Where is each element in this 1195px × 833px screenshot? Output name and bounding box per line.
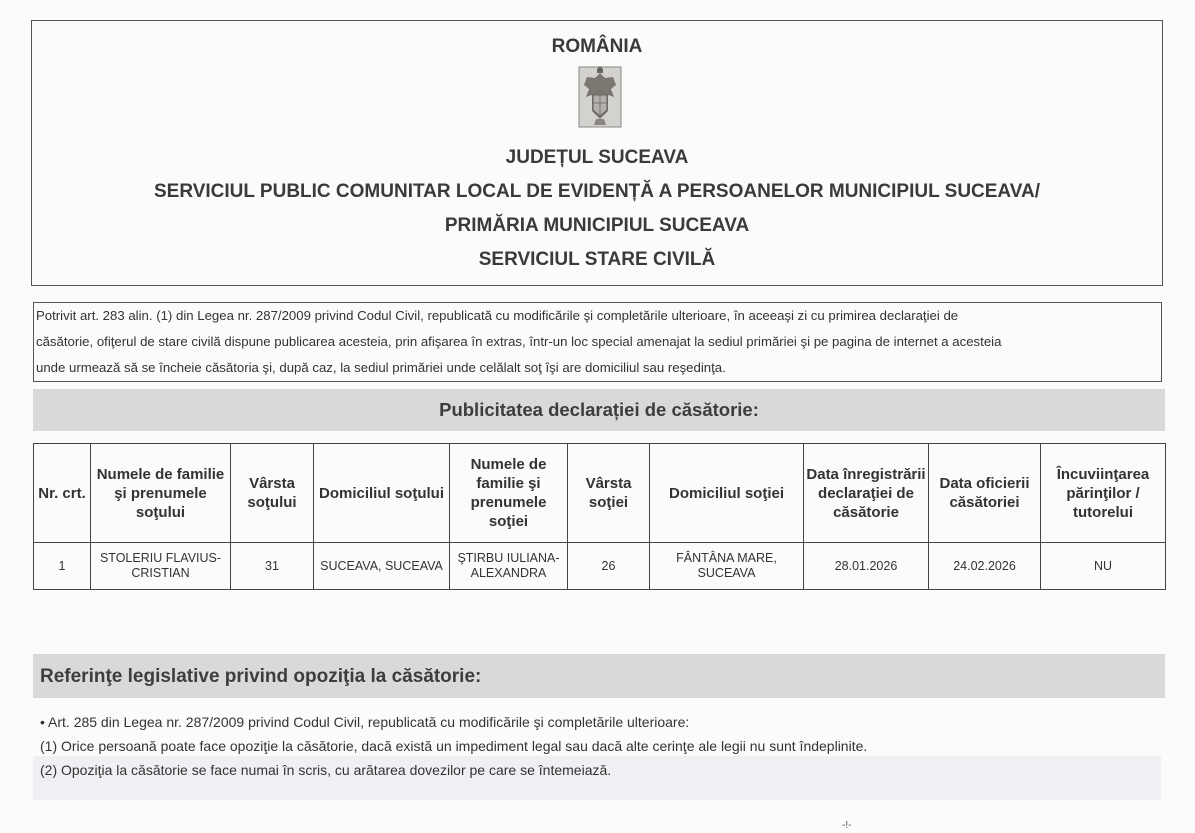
cell-husband-domicile: SUCEAVA, SUCEAVA — [314, 543, 450, 590]
col-header-ceremony-date: Data oficierii căsătoriei — [929, 444, 1041, 543]
col-header-husband-age: Vârsta soţului — [231, 444, 314, 543]
county-title: JUDEȚUL SUCEAVA — [505, 147, 689, 168]
reference-line: • Art. 285 din Legea nr. 287/2009 privind Codul Civil, republicată cu modificările şi completările ulterioare: — [40, 714, 690, 730]
cell-nr: 1 — [34, 543, 91, 590]
col-header-wife-domicile: Domiciliul soţiei — [650, 444, 804, 543]
intro-line: căsătorie, ofiţerul de stare civilă dispune publicarea acesteia, prin afişarea în extras, într-un loc special amenajat la sediul primăriei şi pe pagina de internet a acesteia — [36, 334, 1002, 349]
reference-line: (1) Orice persoană poate face opoziţie la căsătorie, dacă există un impediment legal sau dacă alte cerinţe ale legii nu sunt îndeplinite. — [40, 738, 868, 754]
department-title: SERVICIUL STARE CIVILĂ — [478, 249, 716, 270]
publicity-section-title: Publicitatea declarației de căsătorie: — [33, 389, 1165, 431]
col-header-husband-domicile: Domiciliul soţului — [314, 444, 450, 543]
romanian-coat-of-arms-icon — [576, 65, 624, 133]
col-header-wife-name: Numele de familie şi prenumele soţiei — [450, 444, 568, 543]
country-title: ROMÂNIA — [551, 36, 643, 57]
legal-intro-text — [33, 302, 1162, 382]
col-header-nr: Nr. crt. — [34, 444, 91, 543]
col-header-wife-age: Vârsta soţiei — [568, 444, 650, 543]
marriage-declaration-table — [33, 443, 1166, 590]
legal-references — [40, 710, 867, 782]
cell-wife-name: ŞTIRBU IULIANA-ALEXANDRA — [450, 543, 568, 590]
references-section-title: Referinţe legislative privind opoziţia la căsătorie: — [33, 654, 1165, 698]
cell-ceremony-date: 24.02.2026 — [929, 543, 1041, 590]
cell-parental-consent: NU — [1041, 543, 1166, 590]
cell-husband-name: STOLERIU FLAVIUS-CRISTIAN — [91, 543, 231, 590]
service-title: SERVICIUL PUBLIC COMUNITAR LOCAL DE EVIDENȚĂ A PERSOANELOR MUNICIPIUL SUCEAVA/ — [153, 181, 1041, 202]
cell-wife-age: 26 — [568, 543, 650, 590]
col-header-parental-consent: Încuviinţarea părinţilor / tutorelui — [1041, 444, 1166, 543]
col-header-registration-date: Data înregistrării declaraţiei de căsătorie — [804, 444, 929, 543]
cell-wife-domicile: FÂNTÂNA MARE, SUCEAVA — [650, 543, 804, 590]
footer-mark: -!- — [842, 820, 852, 831]
header-box — [31, 20, 1163, 286]
table-row — [34, 543, 1166, 590]
cell-registration-date: 28.01.2026 — [804, 543, 929, 590]
reference-line: (2) Opoziţia la căsătorie se face numai în scris, cu arătarea dovezilor pe care se întemeiază. — [40, 762, 612, 778]
intro-line: Potrivit art. 283 alin. (1) din Legea nr. 287/2009 privind Codul Civil, republicată cu modificările şi completările ulterioare, în aceeaşi zi cu primirea declaraţiei de — [36, 308, 959, 323]
table-header-row — [34, 444, 1166, 543]
cell-husband-age: 31 — [231, 543, 314, 590]
col-header-husband-name: Numele de familie şi prenumele soţului — [91, 444, 231, 543]
intro-line: unde urmează să se încheie căsătoria şi, după caz, la sediul primăriei unde celălalt soţ îşi are domiciliul sau reşedinţa. — [36, 360, 726, 375]
city-hall-title: PRIMĂRIA MUNICIPIUL SUCEAVA — [444, 215, 750, 236]
